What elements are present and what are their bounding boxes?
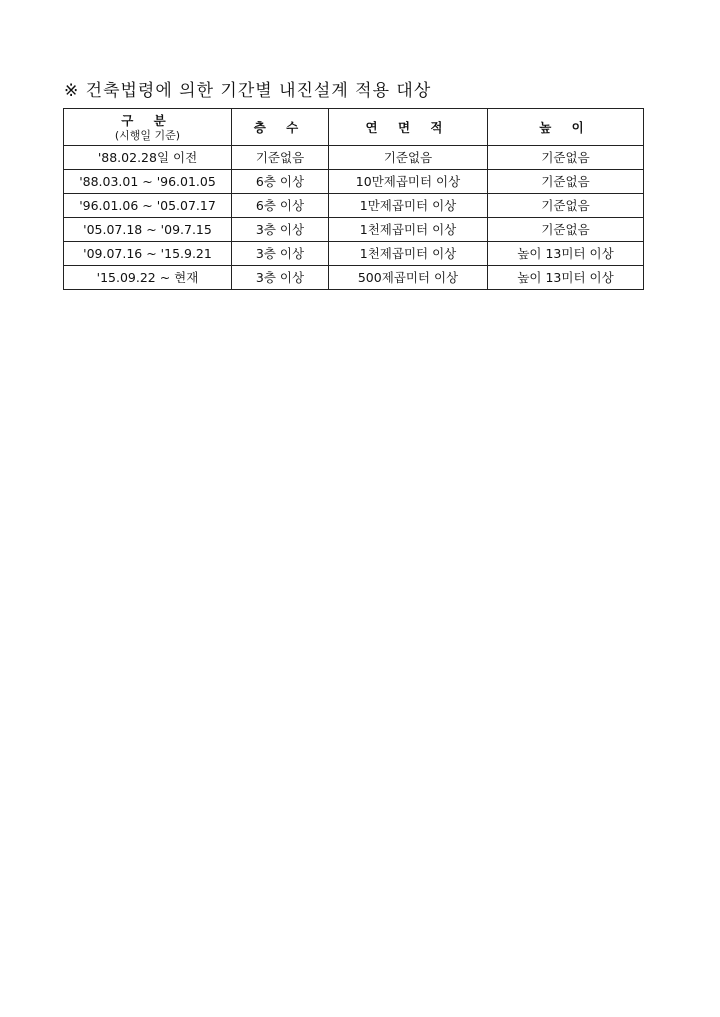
header-period-label: 구 분 <box>121 112 174 128</box>
cell-area: 기준없음 <box>329 146 488 170</box>
cell-height: 기준없음 <box>488 146 644 170</box>
cell-period: '88.02.28일 이전 <box>64 146 232 170</box>
cell-period: '96.01.06 ~ '05.07.17 <box>64 194 232 218</box>
table-row <box>64 146 644 170</box>
page-title: ※ 건축법령에 의한 기간별 내진설계 적용 대상 <box>64 81 432 101</box>
cell-area: 1천제곱미터 이상 <box>329 242 488 266</box>
cell-floors: 6층 이상 <box>232 194 329 218</box>
cell-area: 1만제곱미터 이상 <box>329 194 488 218</box>
table-header-row <box>64 109 644 146</box>
header-period <box>64 109 232 146</box>
cell-height: 기준없음 <box>488 218 644 242</box>
header-height: 높 이 <box>488 109 644 146</box>
cell-floors: 기준없음 <box>232 146 329 170</box>
header-floors: 층 수 <box>232 109 329 146</box>
cell-height: 기준없음 <box>488 194 644 218</box>
table-row <box>64 194 644 218</box>
cell-period: '15.09.22 ~ 현재 <box>64 266 232 290</box>
header-area: 연 면 적 <box>329 109 488 146</box>
cell-area: 1천제곱미터 이상 <box>329 218 488 242</box>
cell-floors: 3층 이상 <box>232 218 329 242</box>
cell-height: 기준없음 <box>488 170 644 194</box>
table-row <box>64 170 644 194</box>
header-period-sub: (시행일 기준) <box>114 128 181 142</box>
cell-area: 500제곱미터 이상 <box>329 266 488 290</box>
cell-floors: 3층 이상 <box>232 266 329 290</box>
cell-period: '09.07.16 ~ '15.9.21 <box>64 242 232 266</box>
cell-floors: 6층 이상 <box>232 170 329 194</box>
cell-period: '88.03.01 ~ '96.01.05 <box>64 170 232 194</box>
cell-height: 높이 13미터 이상 <box>488 242 644 266</box>
cell-area: 10만제곱미터 이상 <box>329 170 488 194</box>
cell-floors: 3층 이상 <box>232 242 329 266</box>
cell-height: 높이 13미터 이상 <box>488 266 644 290</box>
seismic-design-table <box>63 108 644 290</box>
table-row <box>64 266 644 290</box>
cell-period: '05.07.18 ~ '09.7.15 <box>64 218 232 242</box>
table-row <box>64 218 644 242</box>
table-row <box>64 242 644 266</box>
